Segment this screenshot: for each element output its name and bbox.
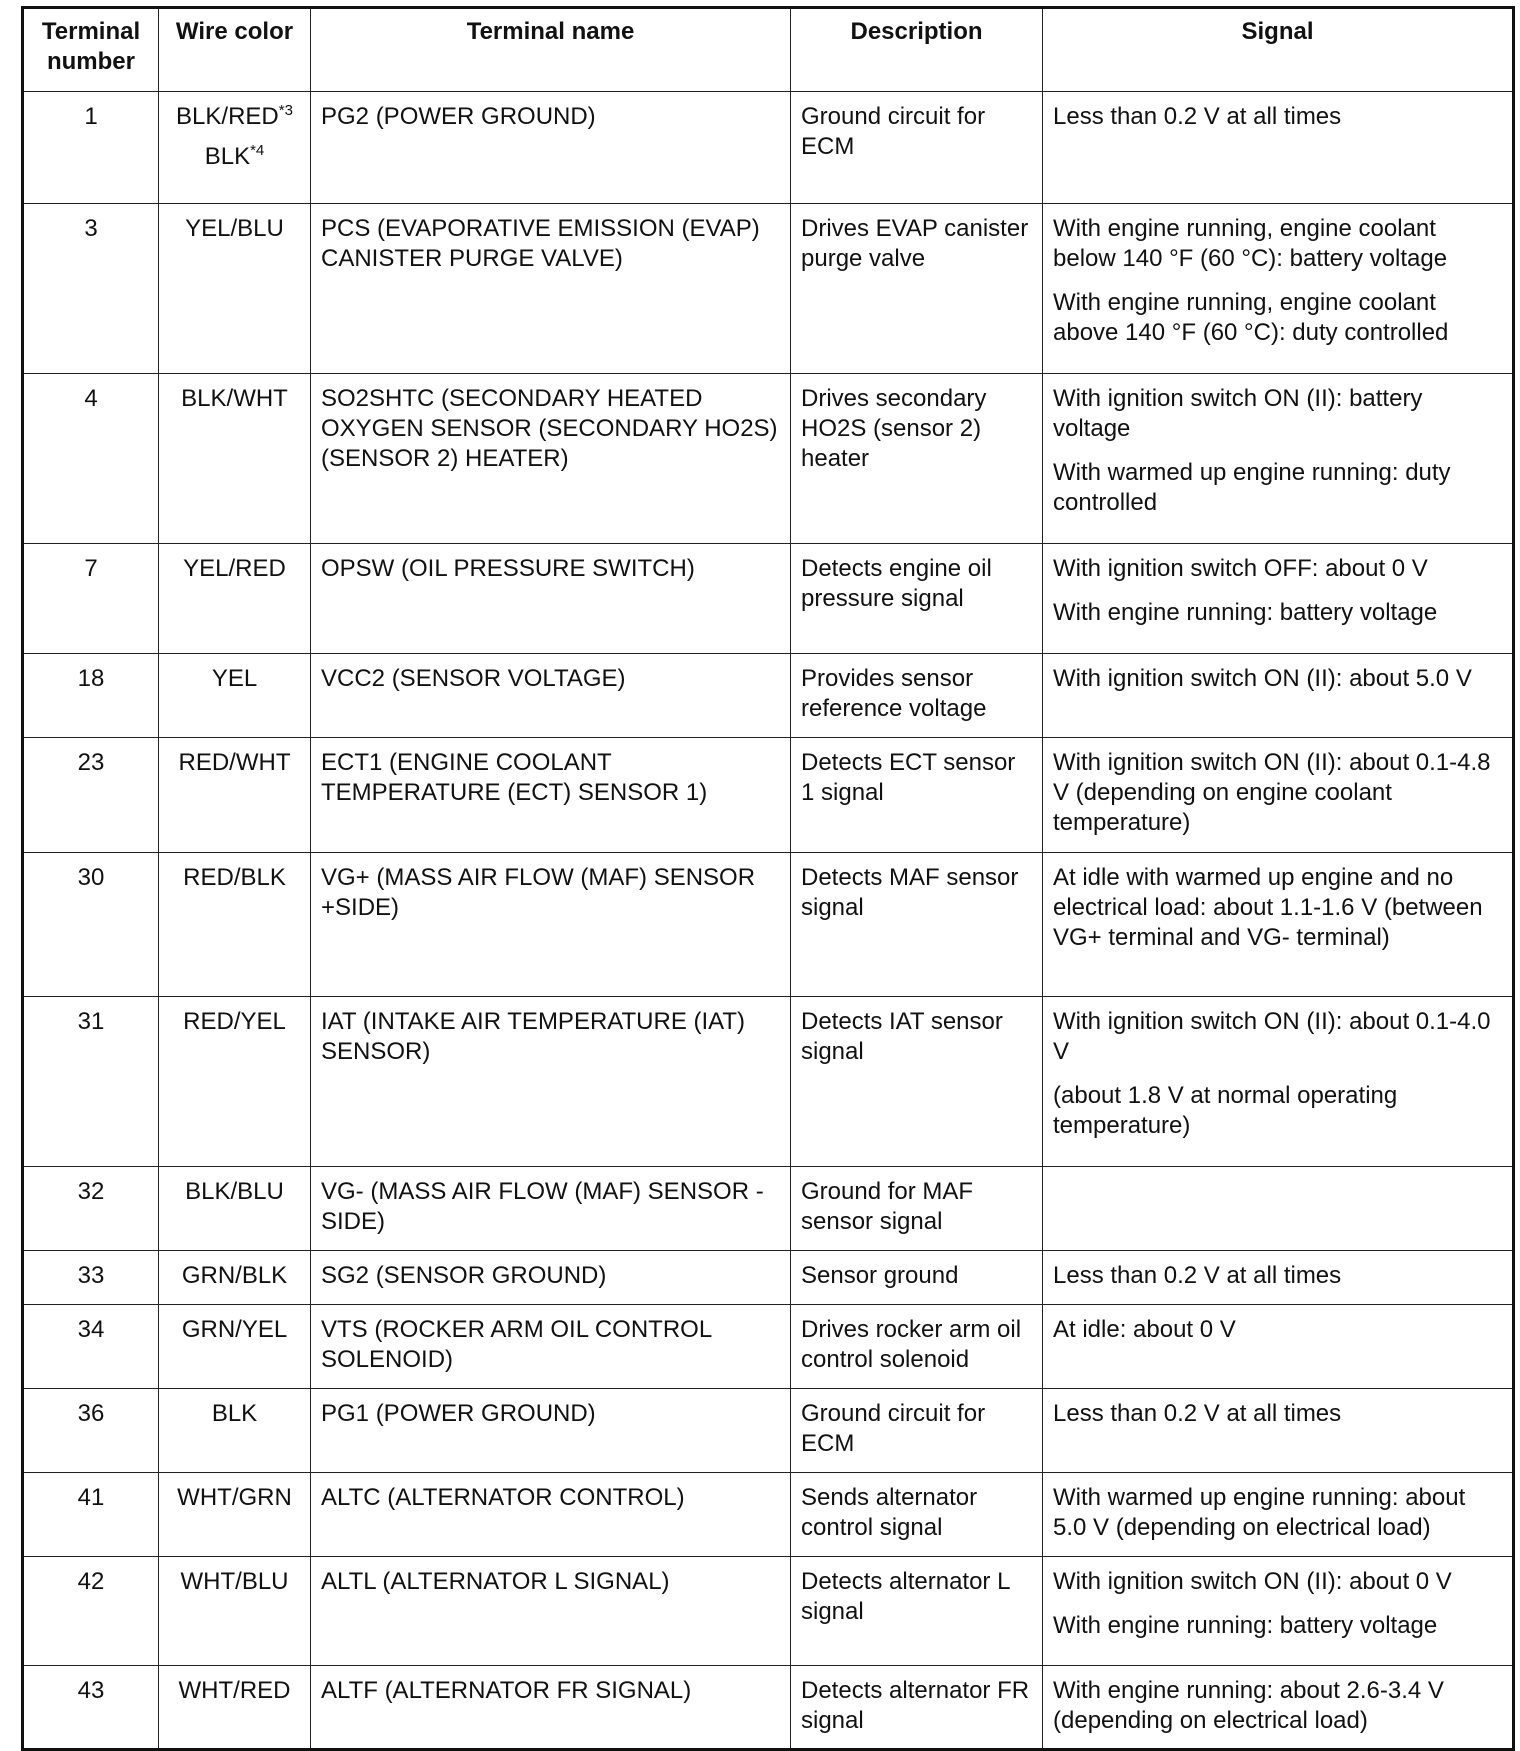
signal-paragraph: With ignition switch ON (II): about 0.1-4.8 V (depending on engine coolant temperature) [1053, 749, 1491, 836]
signal-paragraph: Less than 0.2 V at all times [1053, 103, 1342, 130]
cell-terminal-number: 30 [23, 853, 159, 997]
table-row [23, 1167, 1514, 1251]
header-terminal-number: Terminal number [23, 8, 159, 92]
cell-terminal-number: 18 [23, 654, 159, 738]
signal-paragraph: With ignition switch ON (II): battery voltage [1053, 385, 1423, 442]
cell-terminal-name: ALTL (ALTERNATOR L SIGNAL) [311, 1557, 791, 1666]
table-body [23, 92, 1514, 1750]
table-row [23, 853, 1514, 997]
cell-signal [1043, 1251, 1514, 1305]
cell-wire-color [159, 654, 311, 738]
cell-signal [1043, 374, 1514, 544]
wire-color-value: RED/BLK [183, 864, 286, 891]
wire-color-value: RED/WHT [178, 749, 291, 776]
cell-description: Detects alternator FR signal [791, 1666, 1043, 1750]
wire-color-value: GRN/BLK [181, 1262, 288, 1289]
signal-paragraph: With engine running: battery voltage [1053, 599, 1438, 626]
cell-description: Detects MAF sensor signal [791, 853, 1043, 997]
wire-color-value: BLK [211, 1400, 258, 1427]
cell-wire-color [159, 1666, 311, 1750]
cell-description: Drives EVAP canister purge valve [791, 204, 1043, 374]
cell-wire-color [159, 853, 311, 997]
header-description: Description [791, 8, 1043, 92]
wire-color-value: YEL/RED [183, 555, 286, 582]
cell-terminal-name: SO2SHTC (SECONDARY HEATED OXYGEN SENSOR (SECONDARY HO2S) (SENSOR 2) HEATER) [311, 374, 791, 544]
table-row [23, 1473, 1514, 1557]
table-row [23, 544, 1514, 654]
table-row [23, 654, 1514, 738]
cell-terminal-name: PG2 (POWER GROUND) [311, 92, 791, 204]
cell-signal [1043, 544, 1514, 654]
cell-terminal-name: ALTF (ALTERNATOR FR SIGNAL) [311, 1666, 791, 1750]
table-row [23, 374, 1514, 544]
signal-paragraph: With engine running, engine coolant below 140 °F (60 °C): battery voltage [1053, 215, 1448, 272]
table-row [23, 204, 1514, 374]
footnote-marker: *3 [278, 102, 293, 119]
cell-terminal-number: 3 [23, 204, 159, 374]
cell-terminal-number: 33 [23, 1251, 159, 1305]
cell-terminal-number: 36 [23, 1389, 159, 1473]
cell-wire-color [159, 1305, 311, 1389]
cell-terminal-name: IAT (INTAKE AIR TEMPERATURE (IAT) SENSOR) [311, 997, 791, 1167]
cell-description: Ground circuit for ECM [791, 92, 1043, 204]
signal-paragraph: Less than 0.2 V at all times [1053, 1400, 1342, 1427]
cell-wire-color [159, 1167, 311, 1251]
cell-terminal-number: 4 [23, 374, 159, 544]
cell-signal [1043, 204, 1514, 374]
signal-paragraph: With ignition switch ON (II): about 0 V [1053, 1568, 1452, 1595]
cell-signal [1043, 92, 1514, 204]
terminal-table [21, 6, 1515, 1751]
cell-terminal-name: VTS (ROCKER ARM OIL CONTROL SOLENOID) [311, 1305, 791, 1389]
signal-paragraph: At idle with warmed up engine and no electrical load: about 1.1-1.6 V (between VG+ terminal and VG- terminal) [1053, 864, 1483, 951]
cell-description: Sensor ground [791, 1251, 1043, 1305]
cell-wire-color [159, 1251, 311, 1305]
cell-signal [1043, 1666, 1514, 1750]
cell-wire-color [159, 204, 311, 374]
cell-description: Detects alternator L signal [791, 1557, 1043, 1666]
signal-paragraph: With ignition switch ON (II): about 5.0 V [1053, 665, 1472, 692]
wire-color-value: BLK$^{*4}$ [204, 142, 265, 170]
cell-terminal-number: 23 [23, 738, 159, 853]
header-wire-color: Wire color [159, 8, 311, 92]
cell-terminal-number: 42 [23, 1557, 159, 1666]
header-signal: Signal [1043, 8, 1514, 92]
signal-paragraph: With engine running: about 2.6-3.4 V (depending on electrical load) [1053, 1677, 1444, 1734]
wire-color-value: BLK/WHT [181, 385, 288, 412]
cell-terminal-number: 31 [23, 997, 159, 1167]
cell-signal [1043, 654, 1514, 738]
cell-description: Drives rocker arm oil control solenoid [791, 1305, 1043, 1389]
wire-color-value: RED/YEL [183, 1008, 286, 1035]
cell-terminal-name: VG- (MASS AIR FLOW (MAF) SENSOR -SIDE) [311, 1167, 791, 1251]
cell-description: Detects engine oil pressure signal [791, 544, 1043, 654]
cell-wire-color [159, 738, 311, 853]
cell-terminal-name: PG1 (POWER GROUND) [311, 1389, 791, 1473]
cell-terminal-name: ALTC (ALTERNATOR CONTROL) [311, 1473, 791, 1557]
cell-terminal-number: 43 [23, 1666, 159, 1750]
signal-paragraph: At idle: about 0 V [1053, 1316, 1236, 1343]
cell-wire-color [159, 544, 311, 654]
cell-terminal-number: 34 [23, 1305, 159, 1389]
cell-signal [1043, 1389, 1514, 1473]
cell-terminal-number: 32 [23, 1167, 159, 1251]
table-row [23, 1251, 1514, 1305]
cell-description: Ground circuit for ECM [791, 1389, 1043, 1473]
signal-paragraph: With ignition switch ON (II): about 0.1-4.0 V [1053, 1008, 1491, 1065]
signal-paragraph: With warmed up engine running: duty controlled [1053, 459, 1451, 516]
cell-signal [1043, 1305, 1514, 1389]
cell-description: Provides sensor reference voltage [791, 654, 1043, 738]
wire-color-value: BLK/RED$^{*3}$ [176, 102, 293, 130]
cell-terminal-name: SG2 (SENSOR GROUND) [311, 1251, 791, 1305]
header-row [23, 8, 1514, 92]
cell-terminal-number: 7 [23, 544, 159, 654]
cell-wire-color [159, 1389, 311, 1473]
header-terminal-name: Terminal name [311, 8, 791, 92]
cell-description: Drives secondary HO2S (sensor 2) heater [791, 374, 1043, 544]
cell-description: Sends alternator control signal [791, 1473, 1043, 1557]
cell-terminal-name: OPSW (OIL PRESSURE SWITCH) [311, 544, 791, 654]
signal-paragraph: With warmed up engine running: about 5.0 V (depending on electrical load) [1053, 1484, 1466, 1541]
signal-paragraph: With engine running, engine coolant above 140 °F (60 °C): duty controlled [1053, 289, 1449, 346]
wire-color-value: WHT/BLU [180, 1568, 289, 1595]
table-row [23, 92, 1514, 204]
table-row [23, 1389, 1514, 1473]
cell-wire-color [159, 374, 311, 544]
cell-signal [1043, 1167, 1514, 1251]
signal-paragraph: With engine running: battery voltage [1053, 1612, 1438, 1639]
table-row [23, 1305, 1514, 1389]
signal-paragraph: With ignition switch OFF: about 0 V [1053, 555, 1428, 582]
signal-paragraph: (about 1.8 V at normal operating temperature) [1053, 1082, 1398, 1139]
footnote-marker: *4 [250, 142, 265, 159]
cell-wire-color [159, 92, 311, 204]
wire-color-value: YEL [211, 665, 258, 692]
cell-signal [1043, 1473, 1514, 1557]
signal-paragraph: Less than 0.2 V at all times [1053, 1262, 1342, 1289]
table-row [23, 1557, 1514, 1666]
cell-description: Ground for MAF sensor signal [791, 1167, 1043, 1251]
table-row [23, 1666, 1514, 1750]
cell-wire-color [159, 1557, 311, 1666]
wire-color-value: BLK/BLU [185, 1178, 284, 1205]
cell-wire-color [159, 997, 311, 1167]
cell-wire-color [159, 1473, 311, 1557]
cell-signal [1043, 853, 1514, 997]
wire-color-value: WHT/GRN [177, 1484, 292, 1511]
cell-signal [1043, 997, 1514, 1167]
cell-signal [1043, 1557, 1514, 1666]
cell-terminal-number: 41 [23, 1473, 159, 1557]
cell-terminal-name: VCC2 (SENSOR VOLTAGE) [311, 654, 791, 738]
cell-terminal-number: 1 [23, 92, 159, 204]
wire-color-value: WHT/RED [178, 1677, 291, 1704]
cell-terminal-name: ECT1 (ENGINE COOLANT TEMPERATURE (ECT) SENSOR 1) [311, 738, 791, 853]
table-row [23, 997, 1514, 1167]
wire-color-value: YEL/BLU [185, 215, 284, 242]
table-row [23, 738, 1514, 853]
cell-description: Detects IAT sensor signal [791, 997, 1043, 1167]
cell-description: Detects ECT sensor 1 signal [791, 738, 1043, 853]
cell-terminal-name: PCS (EVAPORATIVE EMISSION (EVAP) CANISTER PURGE VALVE) [311, 204, 791, 374]
cell-signal [1043, 738, 1514, 853]
wire-color-value: GRN/YEL [181, 1316, 288, 1343]
cell-terminal-name: VG+ (MASS AIR FLOW (MAF) SENSOR +SIDE) [311, 853, 791, 997]
